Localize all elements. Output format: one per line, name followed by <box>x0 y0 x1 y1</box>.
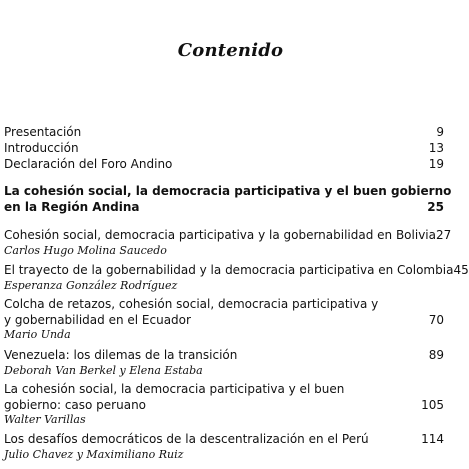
toc-title: Declaración del Foro Andino <box>4 157 173 171</box>
toc-title-line: y gobernabilidad en el Ecuador <box>4 312 191 327</box>
toc-title-line: Los desafíos democráticos de la descentralización en el Perú <box>4 432 369 446</box>
toc-author: Walter Varillas <box>4 413 86 426</box>
toc-title: Presentación <box>4 125 82 139</box>
toc-title-line: La cohesión social, la democracia participativa y el buen gobierno <box>4 184 452 198</box>
toc-line <box>4 348 444 364</box>
toc-page-number: 19 <box>428 157 444 171</box>
toc-entry-bolivia[interactable] <box>4 228 452 258</box>
toc-page-number: 105 <box>421 397 444 412</box>
toc-row-declaracion[interactable] <box>4 157 444 172</box>
toc-section-heading[interactable] <box>4 184 452 215</box>
toc-title: Introducción <box>4 141 79 155</box>
toc-line <box>4 313 444 329</box>
toc-author: Deborah Van Berkel y Elena Estaba <box>4 363 203 377</box>
toc-page-number: 13 <box>428 141 444 155</box>
toc-author: Julio Chavez y Maximiliano Ruiz <box>4 447 184 461</box>
toc-title-line: Venezuela: los dilemas de la transición <box>4 348 238 362</box>
toc-entry-ecuador[interactable] <box>4 297 444 342</box>
page-title: Contenido <box>177 40 284 61</box>
toc-line <box>4 398 444 414</box>
toc-title-line: Cohesión social, democracia participativa y la gobernabilidad en Bolivia <box>4 228 436 242</box>
toc-entry-descentralizacion[interactable] <box>4 432 444 462</box>
toc-title-line: gobierno: caso peruano <box>4 397 147 412</box>
toc-title-line: El trayecto de la gobernabilidad y la democracia participativa en Colombia <box>4 263 454 277</box>
toc-page-number: 89 <box>428 348 444 362</box>
toc-line <box>4 200 444 216</box>
toc-page-number: 25 <box>427 199 444 214</box>
toc-entry-colombia[interactable] <box>4 263 469 293</box>
toc-page-number: 70 <box>428 312 444 327</box>
toc-page-number: 114 <box>421 432 444 446</box>
toc-page-number: 9 <box>436 125 444 139</box>
toc-title-line: Colcha de retazos, cohesión social, democracia participativa y <box>4 297 379 311</box>
toc-title-line: La cohesión social, la democracia participativa y el buen <box>4 382 345 396</box>
toc-line <box>4 228 452 244</box>
toc-line <box>4 432 444 448</box>
toc-line <box>4 297 444 313</box>
toc-author: Carlos Hugo Molina Saucedo <box>4 243 167 257</box>
toc-entry-peru[interactable] <box>4 382 444 427</box>
toc-line <box>4 263 469 279</box>
toc-line <box>4 184 452 200</box>
toc-row-presentacion[interactable] <box>4 125 444 140</box>
toc-entry-venezuela[interactable] <box>4 348 444 378</box>
toc-page-number: 45 <box>453 263 469 277</box>
toc-line <box>4 382 444 398</box>
toc-title-line: en la Región Andina <box>4 199 140 214</box>
toc-page-number: 27 <box>435 228 452 242</box>
toc-author: Mario Unda <box>4 328 71 341</box>
toc-author: Esperanza González Rodríguez <box>4 278 178 292</box>
toc-row-introduccion[interactable] <box>4 141 444 156</box>
